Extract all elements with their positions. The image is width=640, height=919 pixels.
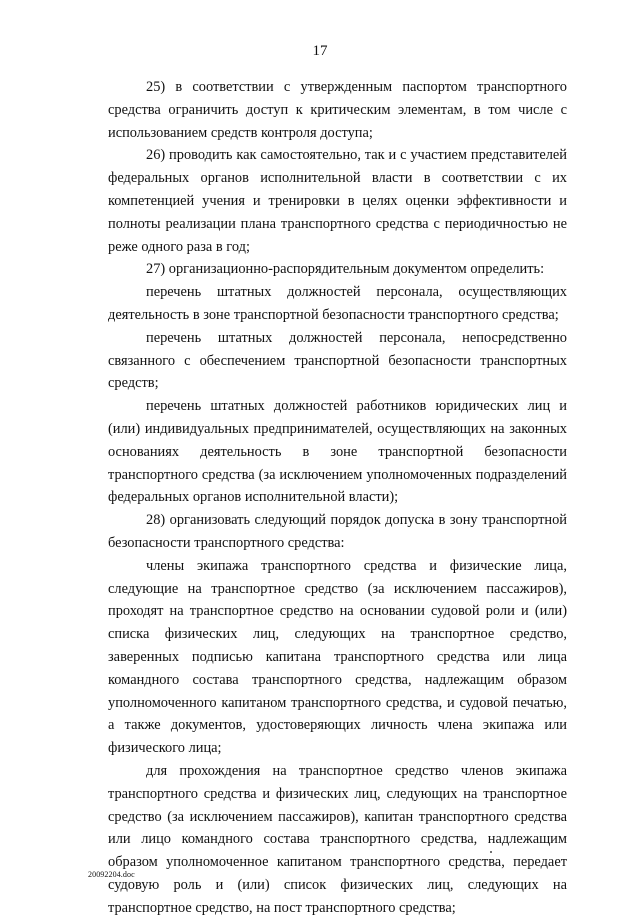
document-body xyxy=(108,76,567,919)
footer-filename: 20092204.doc xyxy=(88,870,135,879)
paragraph-item-25: 25) в соответствии с утвержденным паспортом транспортного средства ограничить доступ к критическим элементам, в том числе с использованием средств контроля доступа; xyxy=(108,79,567,141)
paragraph-list-entry: перечень штатных должностей персонала, осуществляющих деятельность в зоне транспортной безопасности транспортного средства; xyxy=(108,284,567,323)
page-number: 17 xyxy=(312,43,328,59)
paragraph-item-26: 26) проводить как самостоятельно, так и с участием представителей федеральных органов исполнительной власти в соответствии с их компетенцией учения и тренировки в целях оценки эффективности и полноты реализации плана транспортного средства с периодичностью не реже одного раза в год; xyxy=(108,147,567,255)
paragraph-item-27: 27) организационно-распорядительным документом определить: xyxy=(146,261,545,278)
paragraph-list-entry: члены экипажа транспортного средства и физические лица, следующие на транспортное средство (за исключением пассажиров), проходят на транспортное средство на основании судовой роли и (или) списка физических лиц, следующих на транспортное средство, заверенных подписью капитана транспортного средства или лица командного состава транспортного средства, надлежащим образом уполномоченного капитаном транспортного средства, и судовой печатью, а также документов, удостоверяющих личность члена экипажа или физического лица; xyxy=(108,557,567,757)
paragraph-item-28: 28) организовать следующий порядок допуска в зону транспортной безопасности транспортного средства: xyxy=(108,512,567,551)
paragraph-list-entry: перечень штатных должностей персонала, непосредственно связанного с обеспечением транспортной безопасности транспортных средств; xyxy=(108,329,567,392)
scan-speck xyxy=(490,851,492,853)
paragraph-list-entry: перечень штатных должностей работников юридических лиц и (или) индивидуальных предпринимателей, осуществляющих на законных основаниях деятельность в зоне транспортной безопасности транспортного средства (за исключением уполномоченных подразделений федеральных органов исполнительной власти); xyxy=(108,398,567,506)
paragraph-list-entry: для прохождения на транспортное средство членов экипажа транспортного средства и физических лиц, следующих на транспортное средство (за исключением пассажиров), капитан транспортного средства или лицо командного состава транспортного средства, надлежащим образом уполномоченное капитаном транспортного средства, передает судовую роль и (или) список физических лиц, следующих на транспортное средство, на пост транспортного средства; xyxy=(108,762,567,916)
